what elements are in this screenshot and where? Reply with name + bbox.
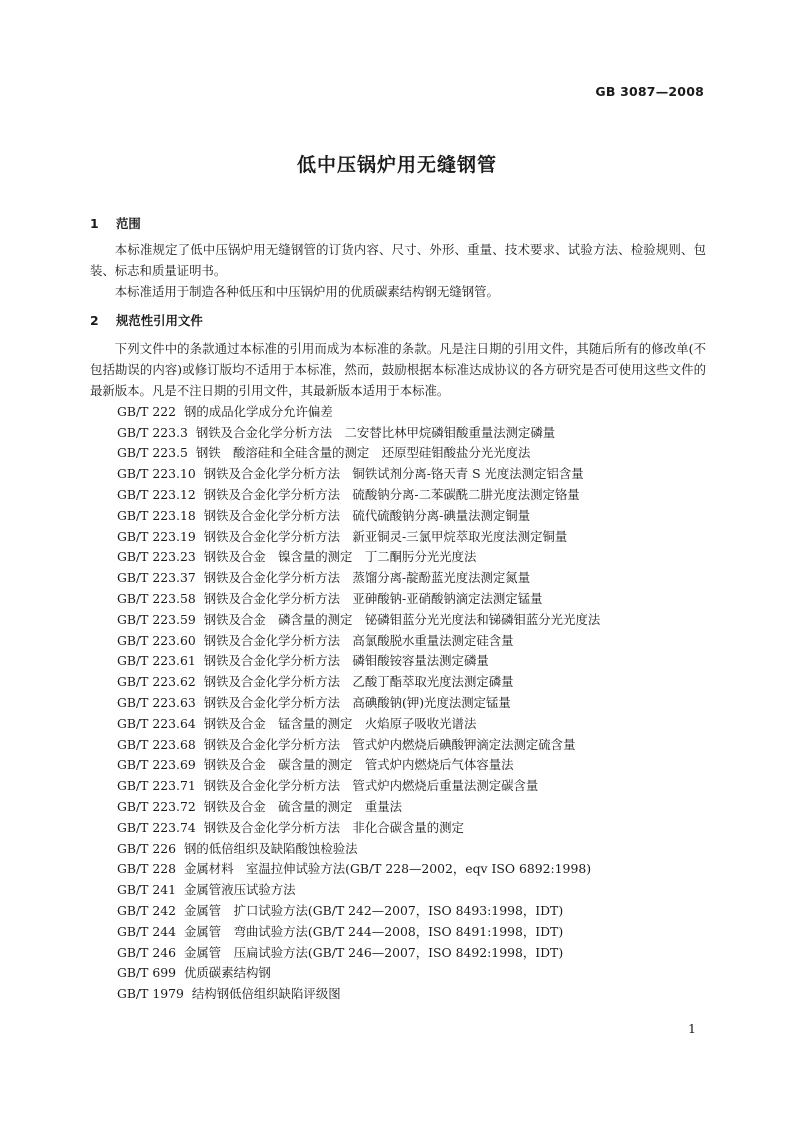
section-title: 范围 xyxy=(116,216,141,231)
reference-item xyxy=(117,714,706,735)
reference-code: GB/T 223.60 xyxy=(117,632,196,648)
reference-code: GB/T 222 xyxy=(117,403,177,419)
reference-title: 钢铁及合金化学分析方法 硫代硫酸钠分离-碘量法测定铜量 xyxy=(203,507,531,523)
reference-code: GB/T 223.59 xyxy=(117,611,196,627)
reference-code: GB/T 241 xyxy=(117,882,177,898)
scope-paragraph-1: 本标准规定了低中压锅炉用无缝钢管的订货内容、尺寸、外形、重量、技术要求、试验方法、检验规则、包装、标志和质量证明书。 xyxy=(90,242,706,278)
references-intro: 下列文件中的条款通过本标准的引用而成为本标准的条款。凡是注日期的引用文件，其随后所有的修改单(不包括勘误的内容)或修订版均不适用于本标准，然而，鼓励根据本标准达成协议的各方研究是否可使用这些文件的最新版本。凡是不注日期的引用文件，其最新版本适用于本标准。 xyxy=(90,341,706,398)
reference-item xyxy=(117,963,706,984)
reference-item xyxy=(117,797,706,818)
reference-code: GB/T 223.74 xyxy=(117,819,196,835)
reference-code: GB/T 223.23 xyxy=(117,549,196,565)
reference-item xyxy=(117,755,706,776)
reference-title: 钢铁及合金化学分析方法 铜铁试剂分离-铬天青 S 光度法测定铝含量 xyxy=(203,466,584,482)
standard-number: GB 3087—2008 xyxy=(595,84,704,99)
reference-list xyxy=(90,402,706,1005)
reference-title: 金属管液压试验方法 xyxy=(184,882,296,898)
section-heading-scope xyxy=(90,214,706,234)
reference-item xyxy=(117,547,706,568)
reference-title: 钢铁及合金化学分析方法 蒸馏分离-靛酚蓝光度法测定氮量 xyxy=(203,570,531,586)
reference-title: 钢铁及合金化学分析方法 磷钼酸铵容量法测定磷量 xyxy=(203,653,489,669)
reference-item xyxy=(117,693,706,714)
reference-title: 钢铁及合金化学分析方法 管式炉内燃烧后碘酸钾滴定法测定硫含量 xyxy=(203,736,576,752)
reference-item xyxy=(117,839,706,860)
reference-code: GB/T 223.69 xyxy=(117,757,196,773)
reference-code: GB/T 223.64 xyxy=(117,715,196,731)
reference-title: 钢铁及合金化学分析方法 高碘酸钠(钾)光度法测定锰量 xyxy=(203,694,511,710)
reference-item xyxy=(117,901,706,922)
reference-code: GB/T 223.71 xyxy=(117,778,196,794)
reference-title: 钢铁及合金化学分析方法 新亚铜灵-三氯甲烷萃取光度法测定铜量 xyxy=(203,528,568,544)
reference-item xyxy=(117,984,706,1005)
reference-title: 钢铁及合金 磷含量的测定 铋磷钼蓝分光光度法和锑磷钼蓝分光光度法 xyxy=(203,611,601,627)
reference-code: GB/T 223.58 xyxy=(117,590,196,606)
reference-title: 金属管 扩口试验方法(GB/T 242—2007，ISO 8493:1998，IDT) xyxy=(184,902,564,918)
reference-code: GB/T 223.62 xyxy=(117,674,196,690)
reference-code: GB/T 223.12 xyxy=(117,486,196,502)
reference-title: 钢的成品化学成分允许偏差 xyxy=(184,403,333,419)
reference-code: GB/T 223.19 xyxy=(117,528,196,544)
reference-title: 优质碳素结构钢 xyxy=(184,965,271,981)
reference-title: 钢铁及合金 硫含量的测定 重量法 xyxy=(203,798,402,814)
reference-code: GB/T 699 xyxy=(117,965,177,981)
reference-item xyxy=(117,589,706,610)
reference-code: GB/T 223.3 xyxy=(117,424,188,440)
reference-title: 钢铁及合金化学分析方法 硫酸钠分离-二苯碳酰二肼光度法测定铬量 xyxy=(203,486,580,502)
reference-code: GB/T 223.37 xyxy=(117,570,196,586)
reference-code: GB/T 223.72 xyxy=(117,798,196,814)
reference-title: 钢铁 酸溶硅和全硅含量的测定 还原型硅钼酸盐分光光度法 xyxy=(195,445,531,461)
reference-item xyxy=(117,631,706,652)
reference-item xyxy=(117,464,706,485)
reference-title: 钢铁及合金 锰含量的测定 火焰原子吸收光谱法 xyxy=(203,715,477,731)
reference-item xyxy=(117,443,706,464)
reference-title: 钢铁及合金化学分析方法 二安替比林甲烷磷钼酸重量法测定磷量 xyxy=(195,424,556,440)
reference-code: GB/T 226 xyxy=(117,840,177,856)
reference-item xyxy=(117,880,706,901)
reference-code: GB/T 246 xyxy=(117,944,177,960)
reference-title: 钢铁及合金化学分析方法 亚砷酸钠-亚硝酸钠滴定法测定锰量 xyxy=(203,590,543,606)
section-title: 规范性引用文件 xyxy=(116,313,203,329)
page-number: 1 xyxy=(688,1021,696,1036)
reference-code: GB/T 242 xyxy=(117,902,177,918)
section-number: 1 xyxy=(90,216,99,231)
reference-item xyxy=(117,859,706,880)
reference-item xyxy=(117,922,706,943)
reference-item xyxy=(117,402,706,423)
reference-title: 钢铁及合金化学分析方法 高氯酸脱水重量法测定硅含量 xyxy=(203,632,514,648)
reference-title: 钢铁及合金化学分析方法 非化合碳含量的测定 xyxy=(203,819,464,835)
reference-code: GB/T 1979 xyxy=(117,986,184,1002)
reference-title: 钢铁及合金 碳含量的测定 管式炉内燃烧后气体容量法 xyxy=(203,757,514,773)
reference-code: GB/T 223.61 xyxy=(117,653,196,669)
reference-item xyxy=(117,735,706,756)
reference-code: GB/T 223.68 xyxy=(117,736,196,752)
reference-title: 钢铁及合金化学分析方法 乙酸丁酯萃取光度法测定磷量 xyxy=(203,674,514,690)
reference-item xyxy=(117,776,706,797)
reference-title: 金属管 弯曲试验方法(GB/T 244—2008，ISO 8491:1998，IDT) xyxy=(184,923,564,939)
reference-item xyxy=(117,568,706,589)
reference-item xyxy=(117,943,706,964)
reference-item xyxy=(117,423,706,444)
reference-item xyxy=(117,527,706,548)
reference-title: 金属材料 室温拉伸试验方法(GB/T 228—2002，eqv ISO 6892:1998) xyxy=(184,861,592,877)
section-number: 2 xyxy=(90,313,99,329)
reference-code: GB/T 228 xyxy=(117,861,177,877)
reference-title: 钢的低倍组织及缺陷酸蚀检验法 xyxy=(184,840,358,856)
scope-paragraph-2: 本标准适用于制造各种低压和中压锅炉用的优质碳素结构钢无缝钢管。 xyxy=(114,283,499,299)
reference-code: GB/T 223.5 xyxy=(117,445,188,461)
reference-code: GB/T 223.63 xyxy=(117,694,196,710)
reference-item xyxy=(117,485,706,506)
section-heading-normative-references xyxy=(90,311,706,331)
reference-item xyxy=(117,672,706,693)
document-body xyxy=(90,214,706,1005)
document-title: 低中压锅炉用无缝钢管 xyxy=(296,154,497,176)
reference-code: GB/T 223.10 xyxy=(117,466,196,482)
reference-title: 钢铁及合金 镍含量的测定 丁二酮肟分光光度法 xyxy=(203,549,477,565)
reference-title: 结构钢低倍组织缺陷评级图 xyxy=(191,986,341,1002)
reference-item xyxy=(117,651,706,672)
reference-item xyxy=(117,610,706,631)
reference-item xyxy=(117,506,706,527)
reference-code: GB/T 223.18 xyxy=(117,507,196,523)
reference-title: 金属管 压扁试验方法(GB/T 246—2007，ISO 8492:1998，IDT) xyxy=(184,944,564,960)
reference-title: 钢铁及合金化学分析方法 管式炉内燃烧后重量法测定碳含量 xyxy=(203,778,539,794)
reference-item xyxy=(117,818,706,839)
reference-code: GB/T 244 xyxy=(117,923,177,939)
